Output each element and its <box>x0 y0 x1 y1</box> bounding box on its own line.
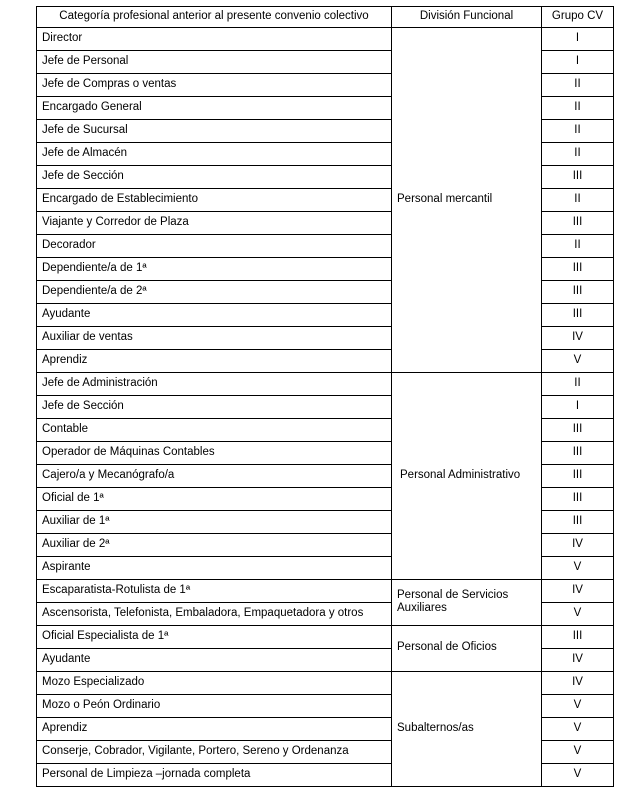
cell-grupo: III <box>542 510 614 533</box>
cell-categoria: Dependiente/a de 2ª <box>37 280 392 303</box>
cell-categoria: Jefe de Sucursal <box>37 119 392 142</box>
cell-grupo: III <box>542 625 614 648</box>
cell-grupo: II <box>542 372 614 395</box>
cell-grupo: IV <box>542 326 614 349</box>
cell-categoria: Ayudante <box>37 303 392 326</box>
cell-division: Personal Administrativo <box>392 372 542 579</box>
cell-grupo: I <box>542 395 614 418</box>
cell-grupo: V <box>542 694 614 717</box>
cell-categoria: Auxiliar de 2ª <box>37 533 392 556</box>
cell-grupo: III <box>542 303 614 326</box>
cell-categoria: Aspirante <box>37 556 392 579</box>
cell-categoria: Jefe de Administración <box>37 372 392 395</box>
cell-categoria: Viajante y Corredor de Plaza <box>37 211 392 234</box>
cell-grupo: III <box>542 464 614 487</box>
cell-categoria: Jefe de Personal <box>37 50 392 73</box>
cell-categoria: Jefe de Sección <box>37 165 392 188</box>
cell-categoria: Auxiliar de 1ª <box>37 510 392 533</box>
cell-division: Personal mercantil <box>392 27 542 372</box>
cell-categoria: Ascensorista, Telefonista, Embaladora, Empaquetadora y otros <box>37 602 392 625</box>
cell-categoria: Conserje, Cobrador, Vigilante, Portero, Sereno y Ordenanza <box>37 740 392 763</box>
column-header-division: División Funcional <box>392 7 542 28</box>
cell-grupo: II <box>542 188 614 211</box>
cell-grupo: II <box>542 96 614 119</box>
cell-categoria: Cajero/a y Mecanógrafo/a <box>37 464 392 487</box>
cell-grupo: V <box>542 740 614 763</box>
cell-categoria: Director <box>37 27 392 50</box>
cell-grupo: IV <box>542 533 614 556</box>
cell-categoria: Auxiliar de ventas <box>37 326 392 349</box>
cell-categoria: Ayudante <box>37 648 392 671</box>
cell-categoria: Jefe de Sección <box>37 395 392 418</box>
cell-grupo: IV <box>542 648 614 671</box>
cell-grupo: III <box>542 441 614 464</box>
cell-division: Personal de Servicios Auxiliares <box>392 579 542 625</box>
table-header <box>37 7 614 28</box>
cell-grupo: V <box>542 556 614 579</box>
cell-grupo: III <box>542 418 614 441</box>
cell-grupo: II <box>542 73 614 96</box>
cell-categoria: Oficial de 1ª <box>37 487 392 510</box>
cell-grupo: IV <box>542 579 614 602</box>
cell-grupo: II <box>542 119 614 142</box>
cell-grupo: III <box>542 165 614 188</box>
cell-grupo: III <box>542 280 614 303</box>
cell-categoria: Jefe de Almacén <box>37 142 392 165</box>
cell-grupo: V <box>542 349 614 372</box>
table-body <box>37 27 614 786</box>
cell-grupo: V <box>542 602 614 625</box>
cell-categoria: Operador de Máquinas Contables <box>37 441 392 464</box>
cell-categoria: Decorador <box>37 234 392 257</box>
cell-grupo: IV <box>542 671 614 694</box>
cell-grupo: V <box>542 763 614 786</box>
cell-categoria: Encargado de Establecimiento <box>37 188 392 211</box>
cell-grupo: I <box>542 50 614 73</box>
cell-grupo: V <box>542 717 614 740</box>
cell-categoria: Encargado General <box>37 96 392 119</box>
cell-grupo: III <box>542 257 614 280</box>
cell-division: Subalternos/as <box>392 671 542 786</box>
cell-grupo: III <box>542 211 614 234</box>
table-row <box>37 625 614 648</box>
cell-division: Personal de Oficios <box>392 625 542 671</box>
table-row <box>37 579 614 602</box>
cell-categoria: Escaparatista-Rotulista de 1ª <box>37 579 392 602</box>
cell-categoria: Personal de Limpieza –jornada completa <box>37 763 392 786</box>
cell-categoria: Mozo o Peón Ordinario <box>37 694 392 717</box>
table-row <box>37 27 614 50</box>
cell-categoria: Oficial Especialista de 1ª <box>37 625 392 648</box>
cell-grupo: I <box>542 27 614 50</box>
professional-categories-table <box>36 6 614 787</box>
cell-categoria: Contable <box>37 418 392 441</box>
cell-categoria: Aprendiz <box>37 717 392 740</box>
table-header-row <box>37 7 614 28</box>
cell-grupo: II <box>542 142 614 165</box>
cell-grupo: II <box>542 234 614 257</box>
cell-categoria: Dependiente/a de 1ª <box>37 257 392 280</box>
table-row <box>37 372 614 395</box>
cell-grupo: III <box>542 487 614 510</box>
cell-categoria: Mozo Especializado <box>37 671 392 694</box>
column-header-grupo: Grupo CV <box>542 7 614 28</box>
cell-categoria: Aprendiz <box>37 349 392 372</box>
cell-categoria: Jefe de Compras o ventas <box>37 73 392 96</box>
column-header-categoria: Categoría profesional anterior al presente convenio colectivo <box>37 7 392 28</box>
